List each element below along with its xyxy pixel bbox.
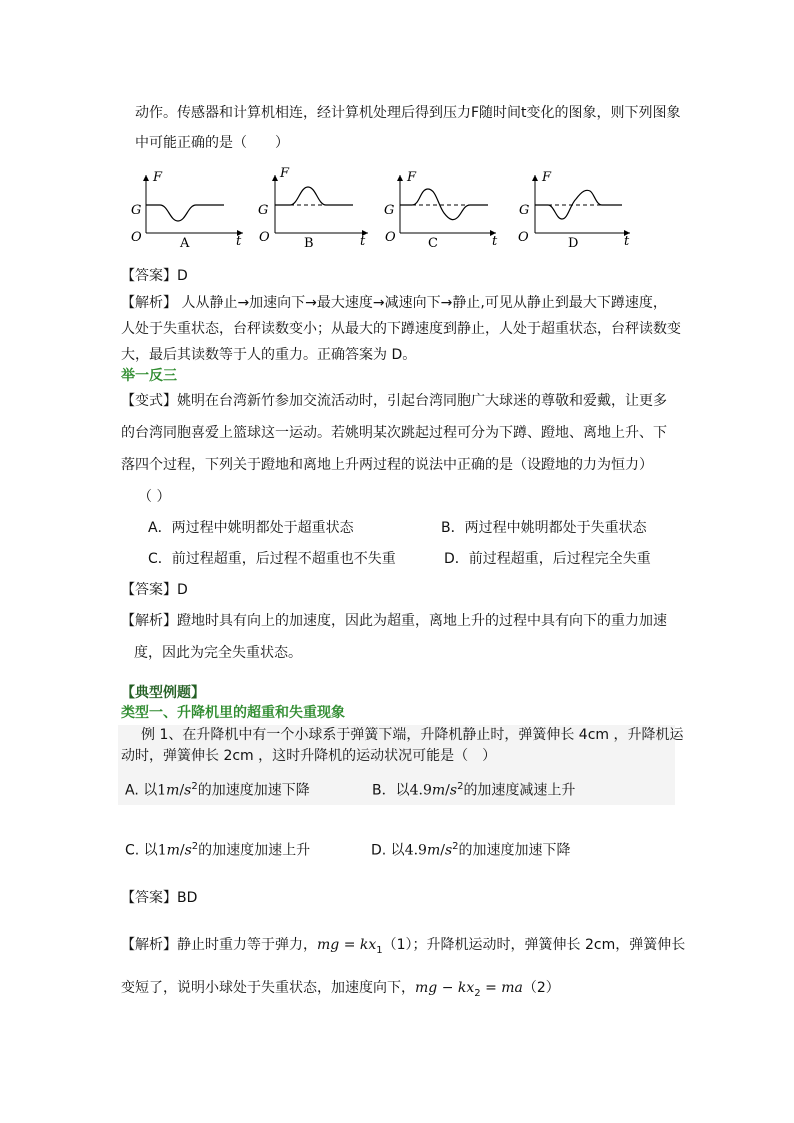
answer-1: 【答案】D xyxy=(121,268,188,284)
analysis-3-eq-1: mg = kx xyxy=(317,937,377,953)
analysis-2-line-2: 度，因此为完全失重状态。 xyxy=(134,645,302,661)
type-one-heading: 类型一、升降机里的超重和失重现象 xyxy=(121,705,345,721)
option-b-unit-s: s xyxy=(449,782,458,799)
analysis-1-line-2: 人处于失重状态，台秤读数变小；从最大的下蹲速度到静止，人处于超重状态，台秤读数变 xyxy=(121,321,681,337)
graph-a-o-label: O xyxy=(131,230,142,245)
graph-d-t-label: t xyxy=(624,234,630,249)
analysis-3-eq-1-sub: 1 xyxy=(376,944,383,956)
graph-c-o-label: O xyxy=(385,230,396,245)
graph-d-f-label: F xyxy=(542,170,552,185)
graph-b xyxy=(258,166,368,251)
answer-2: 【答案】D xyxy=(121,582,188,598)
option-d-unit-s: s xyxy=(444,842,453,859)
graph-a xyxy=(131,170,243,251)
analysis-1-line-3: 大，最后其读数等于人的重力。正确答案为 D。 xyxy=(121,347,417,363)
option-b-suffix: 的加速度减速上升 xyxy=(463,782,576,799)
option-a-suffix: 的加速度加速下降 xyxy=(197,782,310,799)
graph-a-f-label: F xyxy=(153,170,163,185)
option-c-suffix: 的加速度加速上升 xyxy=(198,842,311,859)
option-d-unit-exp: 2 xyxy=(452,841,459,852)
graph-c-f-label: F xyxy=(407,170,417,185)
analysis-3-line-2-text: 变短了，说明小球处于失重状态，加速度向下， xyxy=(121,980,415,996)
variant-line-4: （ ） xyxy=(138,489,171,505)
analysis-3-eq-2-right: = ma xyxy=(480,980,523,996)
variant-option-a: A．两过程中姚明都处于超重状态 xyxy=(148,520,354,536)
analysis-3-line-1-text: 【解析】静止时重力等于弹力， xyxy=(121,937,317,953)
graph-a-caption: A xyxy=(180,236,190,251)
graph-b-t-label: t xyxy=(360,234,366,249)
option-d-suffix: 的加速度加速下降 xyxy=(458,842,571,859)
intro-line-2: 中可能正确的是（ ） xyxy=(135,135,289,151)
analysis-1-line-1: 【解析】 人从静止→加速向下→最大速度→减速向下→静止,可见从静止到最大下蹲速度， xyxy=(121,295,667,311)
graph-c xyxy=(384,170,498,251)
option-c-unit-exp: 2 xyxy=(191,841,199,852)
option-c-unit-s: s xyxy=(184,842,192,859)
graph-b-g-label: G xyxy=(258,203,269,218)
variant-option-c: C．前过程超重，后过程不超重也不失重 xyxy=(148,551,396,567)
example-1-option-b: B．以$4.9m/s^2$的加速度减速上升 xyxy=(372,781,576,799)
option-a-value: 1 xyxy=(157,782,167,799)
option-c-value: 1 xyxy=(157,842,167,859)
analysis-3-line-1-tail: （1）；升降机运动时，弹簧伸长 2cm，弹簧伸长 xyxy=(382,937,686,953)
graph-d-g-label: G xyxy=(519,203,530,218)
answer-3: 【答案】BD xyxy=(121,890,198,906)
option-d-value: 4.9 xyxy=(404,842,427,859)
graph-b-caption: B xyxy=(304,236,314,251)
graph-d-o-label: O xyxy=(518,230,529,245)
option-a-unit-exp: 2 xyxy=(191,781,198,792)
example-1-line-1: 例 1、在升降机中有一个小球系于弹簧下端，升降机静止时，弹簧伸长 4cm ，升降机运 xyxy=(141,727,684,743)
typical-examples-heading: 【典型例题】 xyxy=(121,685,205,701)
option-d-prefix: D. 以 xyxy=(371,842,405,859)
variant-option-d: D．前过程超重，后过程完全失重 xyxy=(444,551,651,567)
intro-line-1: 动作。传感器和计算机相连，经计算机处理后得到压力F随时间t变化的图象，则下列图象 xyxy=(135,105,681,121)
analysis-3-line-2 xyxy=(121,978,560,1004)
analysis-3-eq-2-left: mg − kx xyxy=(415,980,475,996)
option-c-unit-m: m xyxy=(166,842,180,859)
option-a-unit-s: s xyxy=(184,782,192,799)
option-d-unit-m: m xyxy=(426,842,441,859)
option-a-unit-m: m xyxy=(166,782,180,799)
graph-a-t-label: t xyxy=(236,234,242,249)
option-b-unit-exp: 2 xyxy=(457,781,464,792)
variant-line-2: 的台湾同胞喜爱上篮球这一运动。若姚明某次跳起过程可分为下蹲、蹬地、离地上升、下 xyxy=(121,425,667,441)
analysis-2-line-1: 【解析】蹬地时具有向上的加速度，因此为超重，离地上升的过程中具有向下的重力加速 xyxy=(121,613,667,629)
example-1-option-a: A. 以$1m/s^2$的加速度加速下降 xyxy=(125,781,310,799)
variant-line-3: 落四个过程，下列关于蹬地和离地上升两过程的说法中正确的是（设蹬地的力为恒力） xyxy=(121,457,653,473)
option-c-prefix: C. 以 xyxy=(125,842,158,859)
variant-option-b: B．两过程中姚明都处于失重状态 xyxy=(441,520,647,536)
graph-b-o-label: O xyxy=(259,230,270,245)
option-b-unit-m: m xyxy=(431,782,446,799)
force-time-graphs xyxy=(0,165,794,255)
graph-b-f-label: F xyxy=(280,166,290,181)
graph-c-t-label: t xyxy=(492,234,498,249)
variant-line-1: 【变式】姚明在台湾新竹参加交流活动时，引起台湾同胞广大球迷的尊敬和爱戴，让更多 xyxy=(121,393,667,409)
analysis-3-line-2-tail: （2） xyxy=(522,980,560,996)
example-1-line-2: 动时，弹簧伸长 2cm ，这时升降机的运动状况可能是（ ） xyxy=(121,748,497,764)
graph-c-g-label: G xyxy=(384,203,395,218)
option-b-prefix: B．以 xyxy=(372,782,410,799)
option-a-prefix: A. 以 xyxy=(125,782,158,799)
section-infer-heading: 举一反三 xyxy=(121,368,177,384)
example-1-option-c: C. 以$1m/s^2$的加速度加速上升 xyxy=(125,841,311,859)
graph-d xyxy=(518,170,630,251)
analysis-3-line-1 xyxy=(121,935,685,961)
graph-a-g-label: G xyxy=(131,203,142,218)
graph-c-caption: C xyxy=(428,236,438,251)
option-b-value: 4.9 xyxy=(409,782,432,799)
analysis-3-eq-2-sub: 2 xyxy=(474,987,481,999)
graph-d-caption: D xyxy=(568,236,579,251)
example-1-option-d: D. 以$4.9m/s^2$的加速度加速下降 xyxy=(371,841,571,859)
